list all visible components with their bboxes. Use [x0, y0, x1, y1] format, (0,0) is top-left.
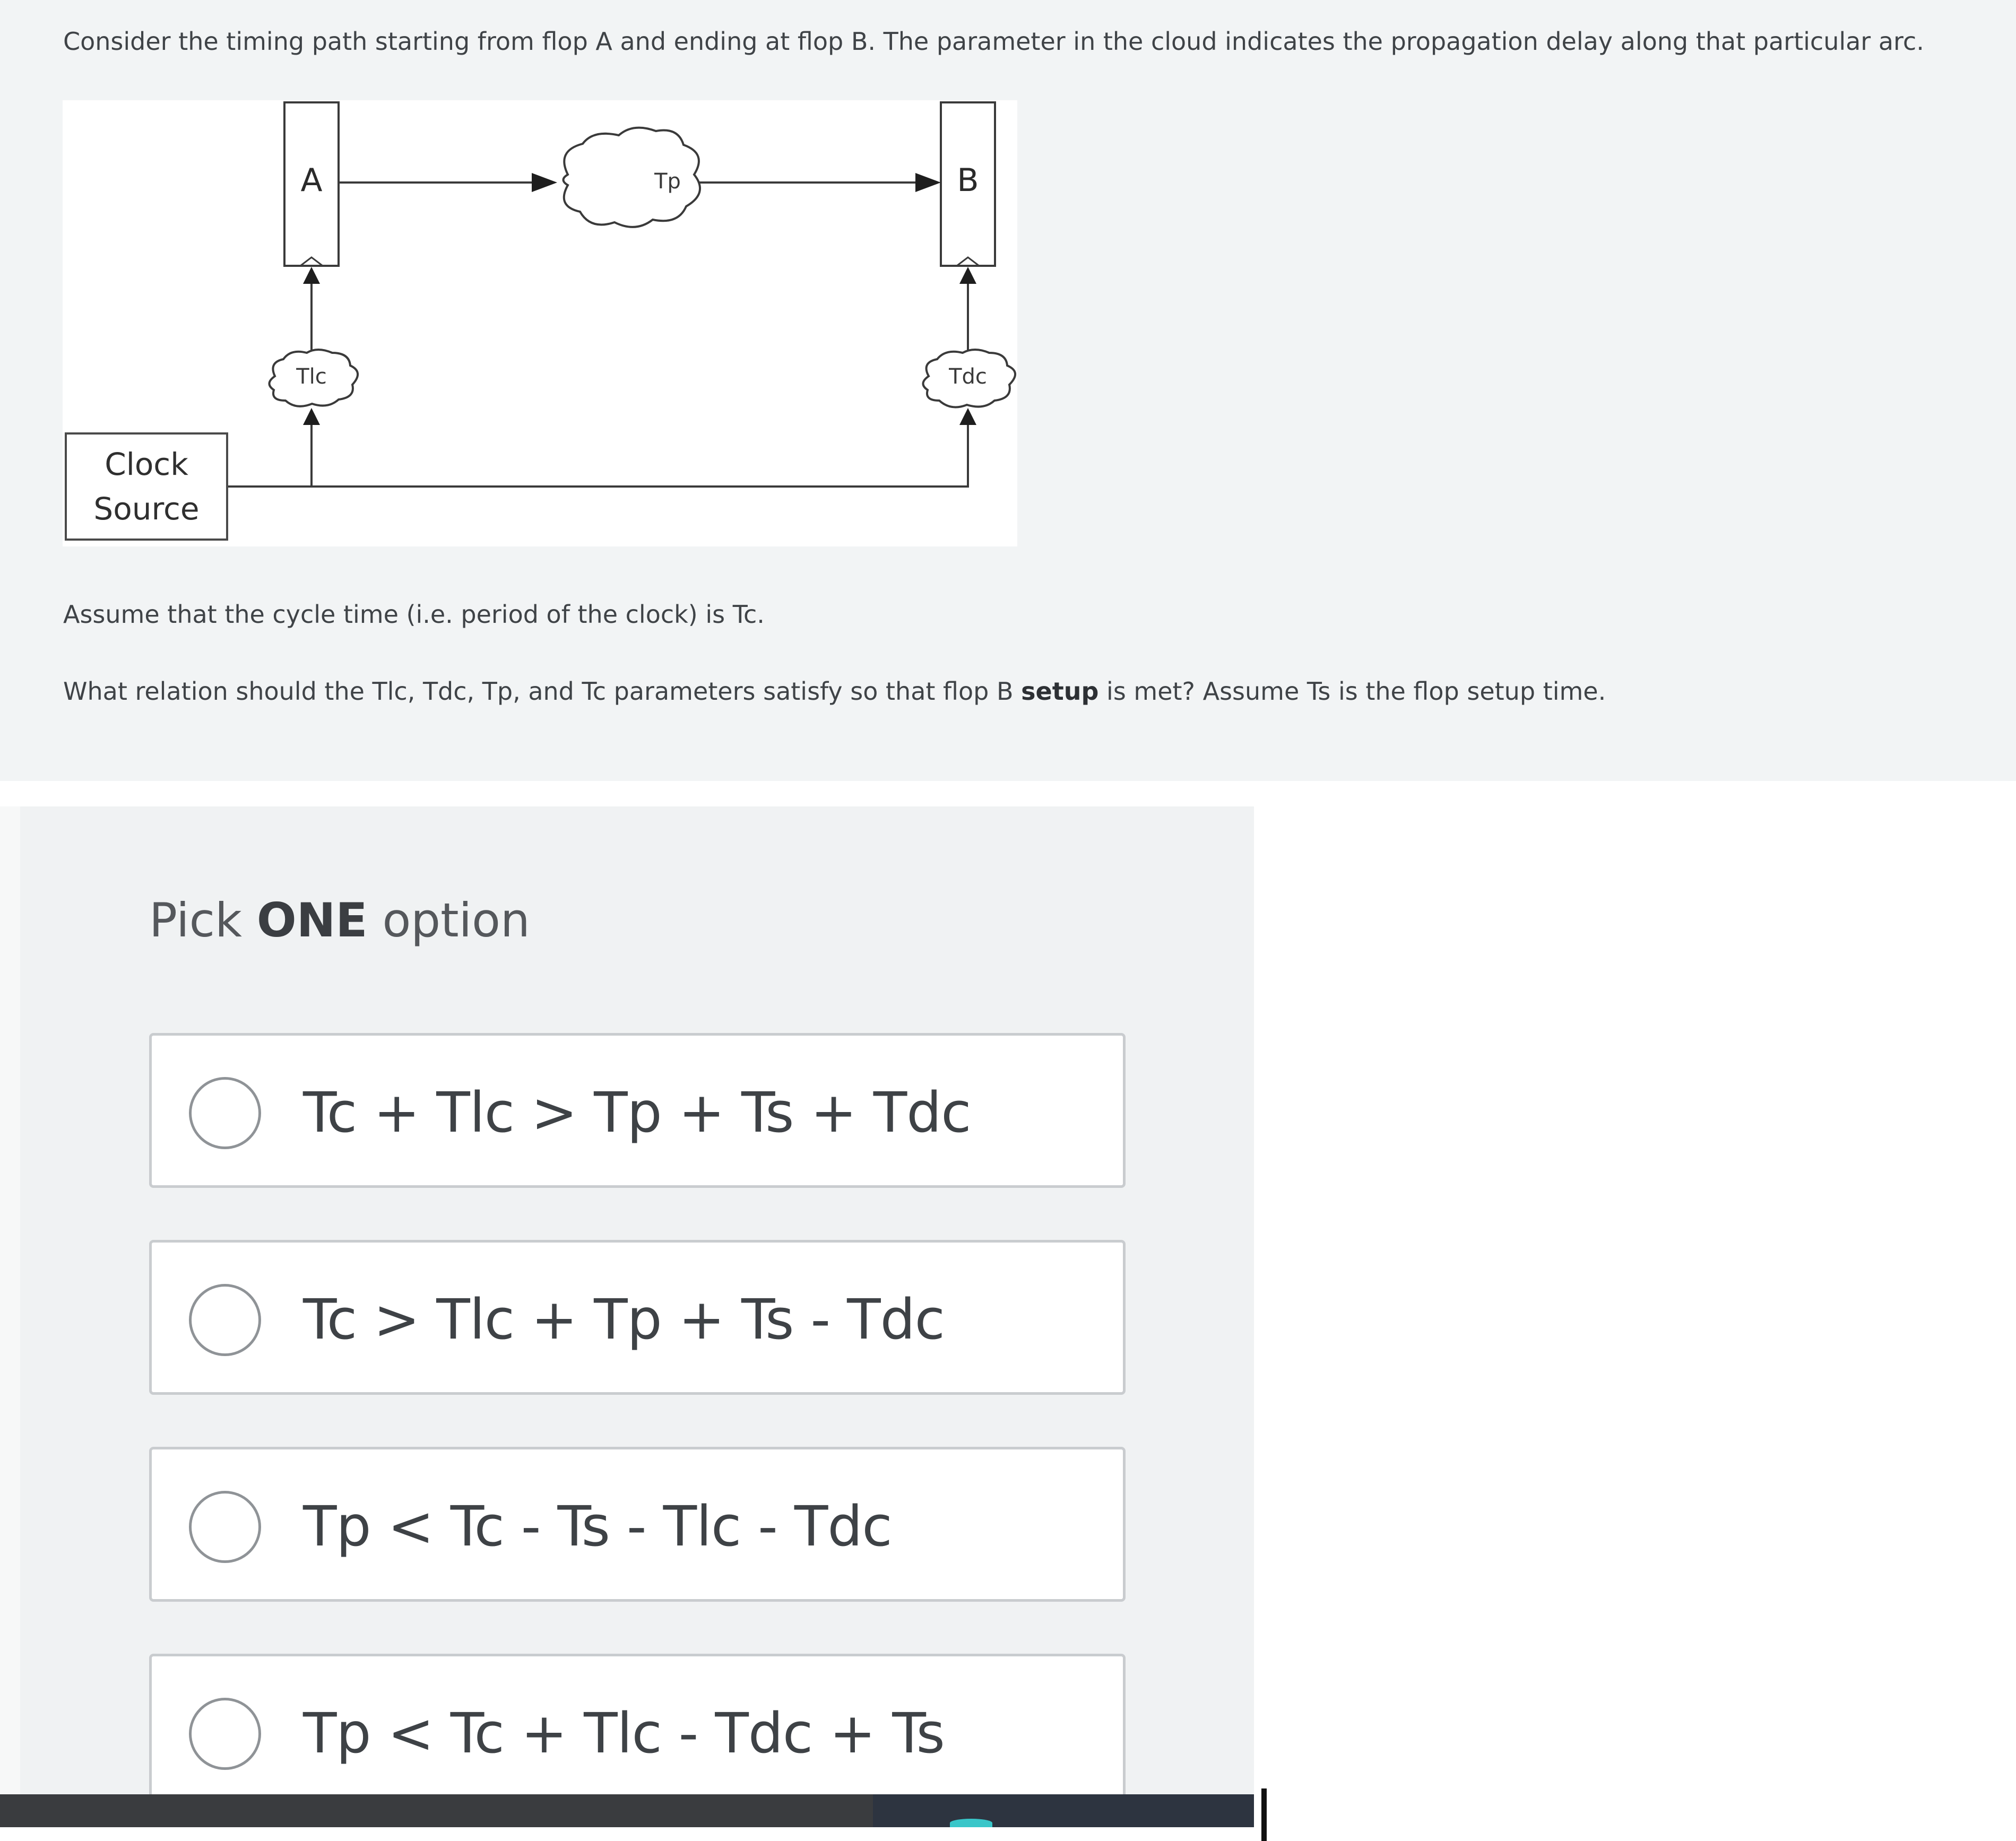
arrow-head-icon — [532, 173, 557, 192]
radio-button-icon[interactable] — [189, 1698, 261, 1770]
pick-suffix: option — [367, 893, 530, 948]
tdc-label: Tdc — [949, 364, 987, 389]
answer-option-2-label: Tc > Tlc + Tp + Ts - Tdc — [303, 1287, 945, 1352]
question-intro: Consider the timing path starting from flop A and ending at flop B. The parameter in the cloud indicates the propagation delay along that particular arc. — [63, 27, 1924, 56]
answer-option-3-label: Tp < Tc - Ts - Tlc - Tdc — [303, 1494, 892, 1559]
answer-option-2[interactable] — [149, 1240, 1126, 1395]
flop-a-label: A — [300, 162, 323, 199]
arrow-head-icon — [959, 408, 976, 425]
arrow-head-icon — [915, 173, 941, 192]
question-prompt-before: What relation should the Tlc, Tdc, Tp, and Tc parameters satisfy so that flop B — [63, 677, 1022, 706]
answer-option-3[interactable] — [149, 1447, 1126, 1602]
question-prompt-bold: setup — [1021, 677, 1099, 706]
answer-area — [0, 806, 1254, 1794]
answer-left-gutter — [0, 806, 20, 1794]
pick-prefix: Pick — [149, 893, 257, 948]
taskbar-app-segment[interactable] — [873, 1794, 1254, 1827]
pick-bold: ONE — [256, 893, 368, 948]
question-prompt — [63, 675, 1606, 707]
clock-source-box — [65, 432, 228, 541]
text-cursor-icon — [1261, 1788, 1267, 1841]
arrow-head-icon — [959, 267, 976, 284]
answer-option-4-label: Tp < Tc + Tlc - Tdc + Ts — [303, 1701, 945, 1766]
question-panel — [0, 0, 2016, 781]
cycle-time-note: Assume that the cycle time (i.e. period of the clock) is Tc. — [63, 600, 765, 629]
radio-button-icon[interactable] — [189, 1284, 261, 1356]
arrow-head-icon — [303, 408, 320, 425]
taskbar-app-icon[interactable] — [950, 1819, 992, 1827]
question-prompt-after: is met? Assume Ts is the flop setup time. — [1098, 677, 1606, 706]
radio-button-icon[interactable] — [189, 1077, 261, 1149]
clock-source-line1: Clock — [105, 446, 188, 482]
radio-button-icon[interactable] — [189, 1491, 261, 1563]
answer-option-1[interactable] — [149, 1033, 1126, 1188]
tlc-label: Tlc — [296, 364, 327, 389]
answer-option-1-label: Tc + Tlc > Tp + Ts + Tdc — [303, 1080, 971, 1145]
flop-b-label: B — [957, 162, 979, 199]
arrow-head-icon — [303, 267, 320, 284]
timing-path-diagram — [63, 100, 1017, 546]
pick-one-heading — [149, 891, 530, 950]
clock-source-line2: Source — [93, 491, 200, 527]
answer-option-4[interactable] — [149, 1654, 1126, 1813]
tp-label: Tp — [654, 169, 681, 194]
